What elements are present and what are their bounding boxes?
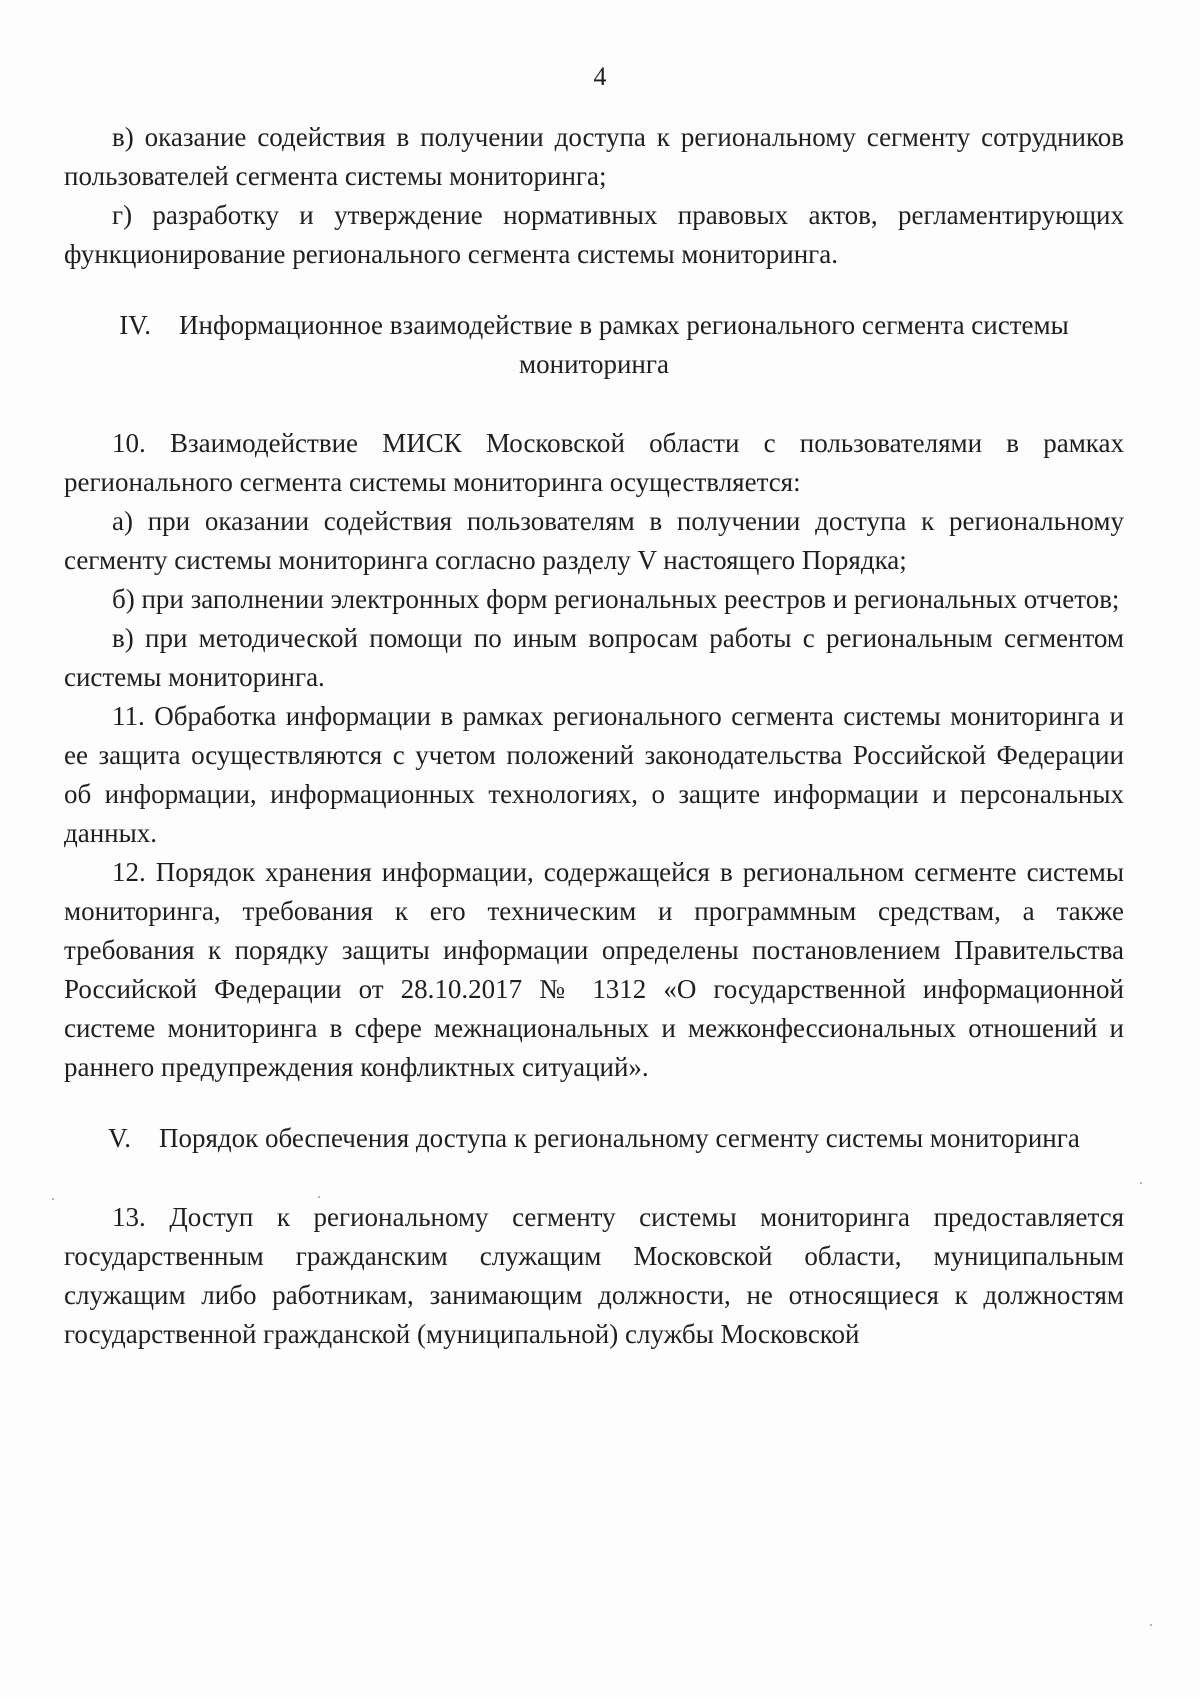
paragraph-12: 12. Порядок хранения информации, содержащейся в региональном сегменте системы мониторинга, требования к его техническим и программным средствам, а также требования к порядку защиты информации определены постановлением Правительства Российской Федерации от 28.10.2017 № 1312 «О государственной информационной системе мониторинга в сфере межнациональных и межконфессиональных отношений и раннего предупреждения конфликтных ситуаций». bbox=[64, 857, 1124, 1082]
scan-speck bbox=[1150, 1624, 1152, 1626]
section-number: V. bbox=[108, 1123, 131, 1153]
paragraph-13: 13. Доступ к региональному сегменту системы мониторинга предоставляется государственным гражданским служащим Московской области, муниципальным служащим либо работникам, занимающим должности, не относящиеся к должностям государственной гражданской (муниципальной) службы Московской bbox=[64, 1202, 1124, 1349]
section-title: Информационное взаимодействие в рамках регионального сегмента системы мониторинга bbox=[179, 310, 1069, 379]
page-number: 4 bbox=[593, 62, 607, 91]
scan-speck bbox=[1140, 1182, 1142, 1184]
section-number: IV. bbox=[119, 310, 152, 340]
scan-speck bbox=[318, 1196, 320, 1198]
scan-speck bbox=[52, 1198, 54, 1200]
section-heading-4 bbox=[64, 306, 1124, 384]
section-heading-5 bbox=[64, 1119, 1124, 1158]
paragraph-item-v: в) оказание содействия в получении доступа к региональному сегменту сотрудников пользователей сегмента системы мониторинга; bbox=[64, 122, 1124, 191]
paragraph-item-g: г) разработку и утверждение нормативных правовых актов, регламентирующих функционирование регионального сегмента системы мониторинга. bbox=[64, 200, 1124, 269]
document-body bbox=[64, 118, 1124, 1354]
paragraph-10-a: а) при оказании содействия пользователям в получении доступа к региональному сегменту системы мониторинга согласно разделу V настоящего Порядка; bbox=[64, 506, 1124, 575]
section-title: Порядок обеспечения доступа к региональному сегменту системы мониторинга bbox=[158, 1123, 1080, 1153]
paragraph-10-v: в) при методической помощи по иным вопросам работы с региональным сегментом системы мониторинга. bbox=[64, 623, 1124, 692]
paragraph-10-b: б) при заполнении электронных форм региональных реестров и региональных отчетов; bbox=[112, 584, 1120, 614]
paragraph-11: 11. Обработка информации в рамках регионального сегмента системы мониторинга и ее защита осуществляются с учетом положений законодательства Российской Федерации об информации, информационных технологиях, о защите информации и персональных данных. bbox=[64, 701, 1124, 848]
paragraph-10: 10. Взаимодействие МИСК Московской области с пользователями в рамках регионального сегмента системы мониторинга осуществляется: bbox=[64, 428, 1124, 497]
